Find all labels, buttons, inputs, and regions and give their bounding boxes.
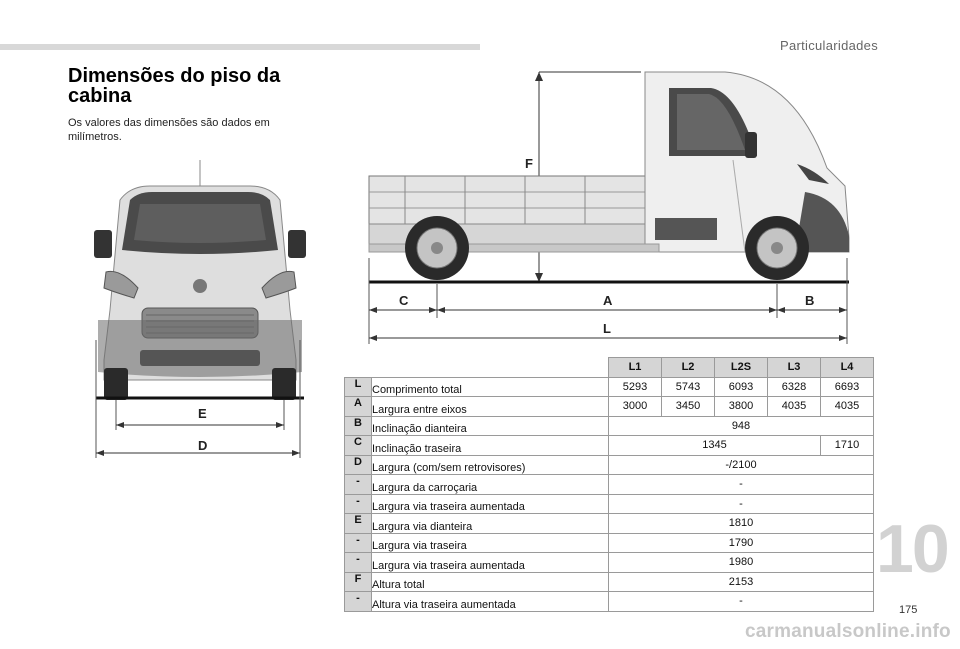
row-value: - [609, 592, 874, 612]
row-value: 2153 [609, 572, 874, 592]
table-row [345, 592, 874, 612]
label-l: L [603, 321, 611, 336]
row-desc: Comprimento total [372, 377, 609, 397]
row-value: 6328 [768, 377, 821, 397]
row-value: 1345 [609, 436, 821, 456]
table-row [345, 533, 874, 553]
row-code: A [345, 397, 372, 417]
header-rule [0, 44, 480, 50]
label-a: A [603, 293, 613, 308]
row-desc: Inclinação traseira [372, 436, 609, 456]
page-title: Dimensões do piso da cabina [68, 65, 281, 107]
col-header: L1 [609, 358, 662, 378]
table-row [345, 494, 874, 514]
row-desc: Inclinação dianteira [372, 416, 609, 436]
col-header: L2S [715, 358, 768, 378]
row-code: E [345, 514, 372, 534]
front-view-labels [90, 160, 310, 460]
row-value: 948 [609, 416, 874, 436]
row-desc: Largura entre eixos [372, 397, 609, 417]
table-row [345, 377, 874, 397]
row-code: - [345, 475, 372, 495]
row-value: 3000 [609, 397, 662, 417]
row-code: - [345, 592, 372, 612]
row-desc: Largura via traseira aumentada [372, 553, 609, 573]
intro-text: Os valores das dimensões são dados em milímetros. [68, 117, 270, 143]
row-value: - [609, 475, 874, 495]
col-header: L3 [768, 358, 821, 378]
table-row [345, 455, 874, 475]
section-title: Particularidades [780, 38, 879, 53]
table-header-row [345, 358, 874, 378]
row-value: - [609, 494, 874, 514]
row-desc: Altura total [372, 572, 609, 592]
row-code: - [345, 553, 372, 573]
label-b: B [805, 293, 815, 308]
row-code: D [345, 455, 372, 475]
row-code: F [345, 572, 372, 592]
table-row [345, 436, 874, 456]
row-value: 1810 [609, 514, 874, 534]
table-row [345, 416, 874, 436]
row-code: - [345, 494, 372, 514]
row-value: 3800 [715, 397, 768, 417]
row-value: 1710 [821, 436, 874, 456]
row-value: 3450 [662, 397, 715, 417]
table-row [345, 475, 874, 495]
row-code: B [345, 416, 372, 436]
table-row [345, 572, 874, 592]
side-view-labels [365, 68, 850, 346]
row-value: 5293 [609, 377, 662, 397]
row-value: 5743 [662, 377, 715, 397]
dimensions-table [344, 357, 874, 612]
table-row [345, 553, 874, 573]
row-code: - [345, 533, 372, 553]
row-value: 4035 [821, 397, 874, 417]
row-desc: Largura via traseira aumentada [372, 494, 609, 514]
row-code: C [345, 436, 372, 456]
chapter-number: 10 [876, 511, 948, 587]
row-desc: Largura (com/sem retrovisores) [372, 455, 609, 475]
label-e: E [198, 406, 207, 421]
row-value: 4035 [768, 397, 821, 417]
label-d: D [198, 438, 208, 453]
label-f: F [525, 156, 533, 171]
row-value: 6093 [715, 377, 768, 397]
row-value: 1790 [609, 533, 874, 553]
table-row [345, 514, 874, 534]
row-desc: Largura via traseira [372, 533, 609, 553]
row-desc: Largura da carroçaria [372, 475, 609, 495]
watermark: carmanualsonline.info [745, 621, 951, 642]
row-desc: Altura via traseira aumentada [372, 592, 609, 612]
page-number: 175 [899, 604, 918, 616]
row-code: L [345, 377, 372, 397]
row-desc: Largura via dianteira [372, 514, 609, 534]
row-value: 6693 [821, 377, 874, 397]
col-header: L4 [821, 358, 874, 378]
row-value: 1980 [609, 553, 874, 573]
row-value: -/2100 [609, 455, 874, 475]
table-row [345, 397, 874, 417]
label-c: C [399, 293, 409, 308]
col-header: L2 [662, 358, 715, 378]
